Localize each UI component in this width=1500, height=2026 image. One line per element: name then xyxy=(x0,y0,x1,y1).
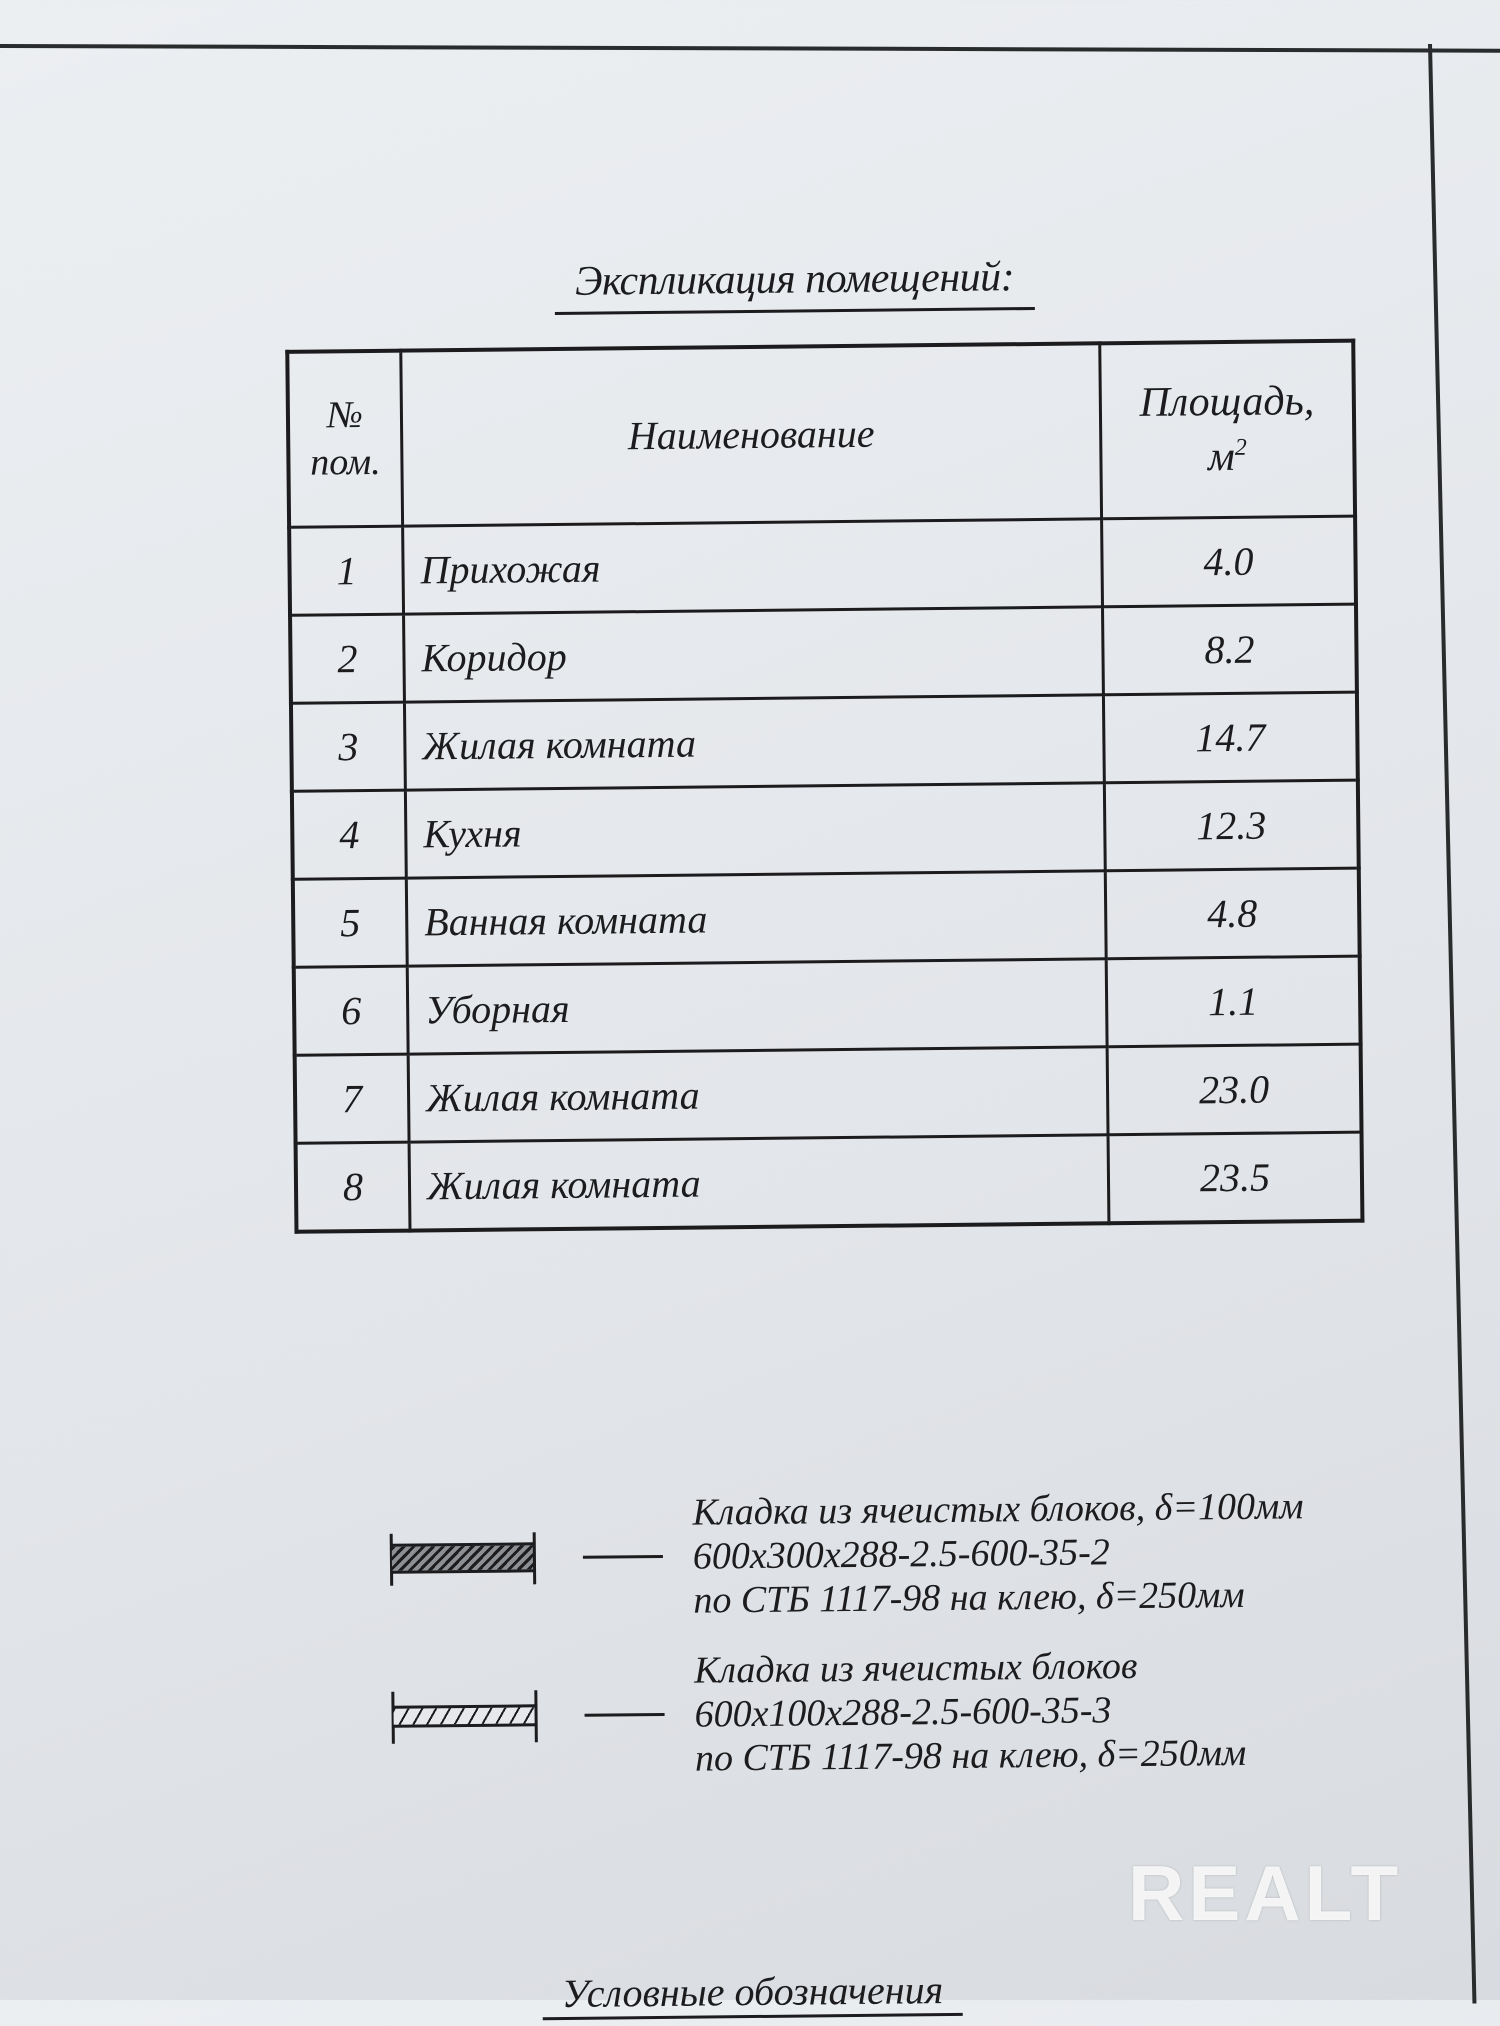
light-hatched-wall-symbol xyxy=(389,1690,539,1738)
legend-line: Кладка из ячеистых блоков xyxy=(693,1644,1138,1692)
table-header-row xyxy=(287,341,1355,528)
row-room-name: Жилая комната xyxy=(408,1047,1108,1142)
table-row xyxy=(290,604,1357,703)
row-number: 8 xyxy=(296,1142,410,1232)
row-area: 14.7 xyxy=(1103,692,1357,783)
row-room-name: Уборная xyxy=(407,959,1107,1054)
header-area-unit-power: 2 xyxy=(1234,434,1247,461)
table-row xyxy=(294,956,1361,1055)
table-row xyxy=(293,868,1360,967)
row-area: 8.2 xyxy=(1102,604,1356,695)
legend-dash xyxy=(583,1555,663,1559)
legend-dash xyxy=(585,1713,665,1717)
row-room-name: Жилая комната xyxy=(404,695,1104,790)
legend-line: по СТБ 1117-98 на клею, δ=250мм xyxy=(694,1731,1247,1780)
row-number: 5 xyxy=(293,878,407,967)
row-number: 4 xyxy=(292,790,406,879)
row-number: 7 xyxy=(295,1054,409,1143)
legend-item-blocks-thin xyxy=(389,1642,1351,1802)
table-row xyxy=(296,1132,1363,1232)
legend-line: Кладка из ячеистых блоков, δ=100мм xyxy=(692,1485,1304,1534)
row-room-name: Прихожая xyxy=(403,519,1103,614)
row-area: 23.5 xyxy=(1108,1132,1362,1223)
row-area: 4.8 xyxy=(1105,868,1359,959)
row-room-name: Ванная комната xyxy=(406,871,1106,966)
row-number: 3 xyxy=(291,702,405,791)
header-room-number xyxy=(287,351,402,528)
header-number-abbr: пом. xyxy=(310,440,381,484)
table-row xyxy=(289,516,1356,615)
legend-description xyxy=(692,1484,1353,1623)
realt-watermark-logo: REALT xyxy=(1128,1849,1403,1937)
row-area: 23.0 xyxy=(1107,1044,1361,1135)
row-number: 6 xyxy=(294,966,408,1055)
rooms-table xyxy=(285,339,1364,1234)
table-row xyxy=(291,692,1358,791)
row-number: 2 xyxy=(290,614,404,703)
legend-item-blocks-100 xyxy=(387,1484,1349,1644)
header-area-unit: м xyxy=(1207,433,1236,481)
legend-line: 600x100x288-2.5-600-35-3 xyxy=(694,1689,1112,1736)
row-room-name: Кухня xyxy=(405,783,1105,878)
page-title: Экспликация помещений: xyxy=(554,253,1035,315)
header-area-label: Площадь, xyxy=(1139,378,1315,427)
legend-section-title: Условные обозначения xyxy=(542,1966,963,2020)
header-room-name: Наименование xyxy=(401,343,1102,526)
row-room-name: Коридор xyxy=(404,607,1104,702)
legend-line: 600x300x288-2.5-600-35-2 xyxy=(692,1531,1110,1578)
legend-line: по СТБ 1117-98 на клею, δ=250мм xyxy=(693,1573,1245,1622)
row-area: 12.3 xyxy=(1104,780,1358,871)
header-area xyxy=(1100,341,1355,519)
row-room-name: Жилая комната xyxy=(409,1135,1109,1231)
row-area: 4.0 xyxy=(1102,516,1356,607)
table-row xyxy=(295,1044,1362,1143)
row-area: 1.1 xyxy=(1106,956,1360,1047)
row-number: 1 xyxy=(289,526,403,615)
table-row xyxy=(292,780,1359,879)
hatched-wall-symbol xyxy=(388,1532,538,1580)
legend-description xyxy=(694,1642,1355,1781)
header-number-symbol: № xyxy=(326,393,364,436)
